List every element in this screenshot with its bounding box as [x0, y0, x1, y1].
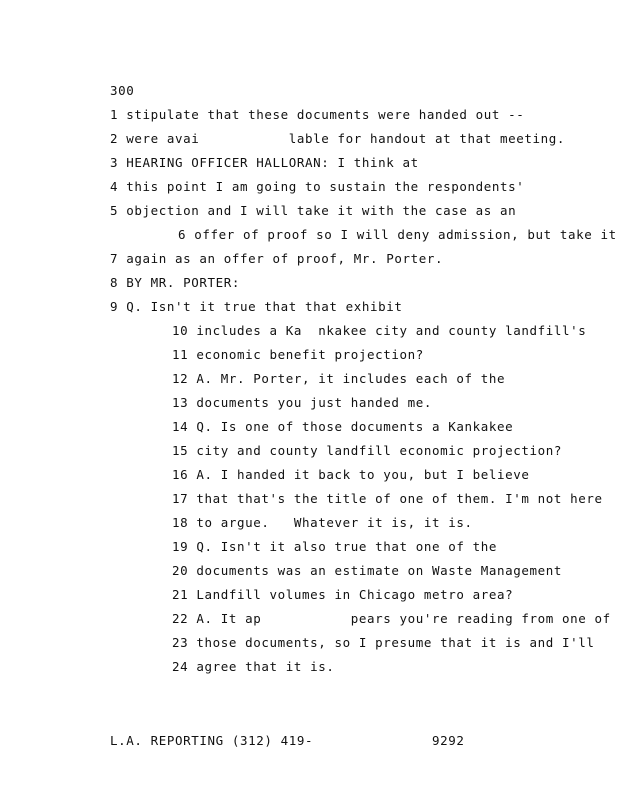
transcript-line-6: 6 offer of proof so I will deny admission, but take it [178, 227, 617, 242]
page-number: 300 [110, 83, 135, 98]
transcript-line-10: 10 includes a Ka nkakee city and county landfill's [172, 323, 587, 338]
transcript-line-20: 20 documents was an estimate on Waste Management [172, 563, 563, 578]
transcript-line-11: 11 economic benefit projection? [172, 347, 424, 362]
transcript-line-19: 19 Q. Isn't it also true that one of the [172, 539, 498, 554]
transcript-line-14: 14 Q. Is one of those documents a Kankakee [172, 419, 514, 434]
transcript-line-16: 16 A. I handed it back to you, but I believe [172, 467, 530, 482]
transcript-line-13: 13 documents you just handed me. [172, 395, 433, 410]
footer-reporter: L.A. REPORTING (312) 419- [110, 733, 314, 748]
transcript-line-3: 3 HEARING OFFICER HALLORAN: I think at [110, 155, 419, 170]
transcript-line-12: 12 A. Mr. Porter, it includes each of the [172, 371, 506, 386]
transcript-line-23: 23 those documents, so I presume that it is and I'll [172, 635, 595, 650]
transcript-line-9: 9 Q. Isn't it true that that exhibit [110, 299, 403, 314]
footer-phone-number: 9292 [432, 733, 465, 748]
transcript-line-5: 5 objection and I will take it with the case as an [110, 203, 517, 218]
transcript-line-21: 21 Landfill volumes in Chicago metro area? [172, 587, 514, 602]
transcript-line-22: 22 A. It ap pears you're reading from one of [172, 611, 611, 626]
transcript-line-2: 2 were avai lable for handout at that meeting. [110, 131, 566, 146]
transcript-line-1: 1 stipulate that these documents were handed out -- [110, 107, 525, 122]
transcript-line-7: 7 again as an offer of proof, Mr. Porter. [110, 251, 444, 266]
transcript-line-4: 4 this point I am going to sustain the respondents' [110, 179, 525, 194]
transcript-line-18: 18 to argue. Whatever it is, it is. [172, 515, 473, 530]
transcript-line-24: 24 agree that it is. [172, 659, 335, 674]
transcript-line-17: 17 that that's the title of one of them. I'm not here [172, 491, 603, 506]
transcript-line-8: 8 BY MR. PORTER: [110, 275, 241, 290]
transcript-line-15: 15 city and county landfill economic projection? [172, 443, 563, 458]
